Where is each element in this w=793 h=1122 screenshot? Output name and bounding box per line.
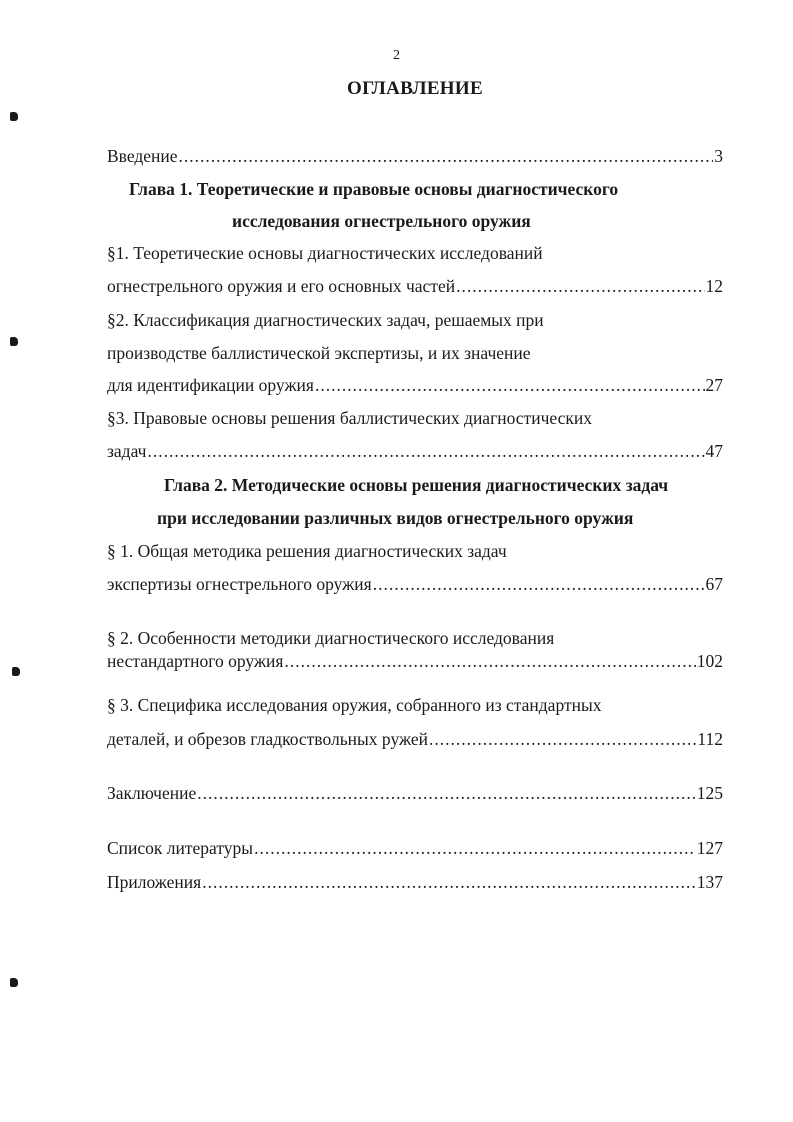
binding-hole-mark [10,337,18,346]
toc-page-number: 27 [705,375,723,395]
leader-dots [202,871,696,893]
toc-entry-ch1-s2-line2: производстве баллистической экспертизы, и их значение [107,343,531,363]
binding-hole-mark [12,667,20,676]
toc-entry-intro[interactable] [107,145,723,167]
chapter-1-heading-line1: Глава 1. Теоретические и правовые основы диагностического [129,179,619,199]
chapter-2-heading-line2: при исследовании различных видов огнестрельного оружия [157,508,634,528]
leader-dots [456,275,704,297]
toc-page-number: 102 [696,651,723,671]
toc-entry-ch1-s1[interactable] [107,275,723,297]
toc-entry-ch1-s3-line1: §3. Правовые основы решения баллистических диагностических [107,408,592,428]
toc-page-number: 112 [697,729,723,749]
toc-entry-label: нестандартного оружия [107,651,284,671]
toc-entry-label: Заключение [107,783,197,803]
toc-page-number: 3 [714,146,723,166]
toc-page-number: 125 [696,783,723,803]
toc-entry-label: задач [107,441,147,461]
leader-dots [429,728,696,750]
leader-dots [197,782,696,804]
leader-dots [147,440,704,462]
binding-hole-mark [10,978,18,987]
leader-dots [373,573,705,595]
toc-page-number: 137 [696,872,723,892]
toc-page-number: 12 [705,276,723,296]
toc-entry-conclusion[interactable] [107,782,723,804]
leader-dots [254,837,696,859]
toc-entry-ch1-s3[interactable] [107,440,723,462]
toc-entry-ch2-s1-line1: § 1. Общая методика решения диагностических задач [107,541,507,561]
toc-entry-label: экспертизы огнестрельного оружия [107,574,372,594]
leader-dots [179,145,714,167]
toc-entry-appendices[interactable] [107,871,723,893]
chapter-2-heading-line1: Глава 2. Методические основы решения диагностических задач [164,475,669,495]
toc-entry-ch1-s2-line1: §2. Классификация диагностических задач, решаемых при [107,310,544,330]
toc-entry-ch1-s2[interactable] [107,374,723,396]
leader-dots [284,650,695,672]
toc-entry-label: деталей, и обрезов гладкоствольных ружей [107,729,428,749]
binding-hole-mark [10,112,18,121]
toc-entry-ch2-s3[interactable] [107,728,723,750]
toc-entry-label: огнестрельного оружия и его основных частей [107,276,456,296]
toc-entry-ch1-s1-line1: §1. Теоретические основы диагностических исследований [107,243,543,263]
toc-entry-label: Приложения [107,872,202,892]
toc-entry-label: Список литературы [107,838,254,858]
toc-entry-bibliography[interactable] [107,837,723,859]
toc-entry-label: Введение [107,146,178,166]
page-title: ОГЛАВЛЕНИЕ [347,78,483,99]
toc-entry-label: для идентификации оружия [107,375,314,395]
toc-page-number: 67 [705,574,723,594]
toc-entry-ch2-s1[interactable] [107,573,723,595]
toc-entry-ch2-s2-line1: § 2. Особенности методики диагностического исследования [107,628,555,648]
chapter-1-heading-line2: исследования огнестрельного оружия [232,211,531,231]
toc-entry-ch2-s2[interactable] [107,650,723,672]
toc-page-number: 127 [696,838,723,858]
page-number: 2 [393,48,400,63]
toc-entry-ch2-s3-line1: § 3. Специфика исследования оружия, собранного из стандартных [107,695,602,715]
leader-dots [315,374,705,396]
toc-page-number: 47 [705,441,723,461]
